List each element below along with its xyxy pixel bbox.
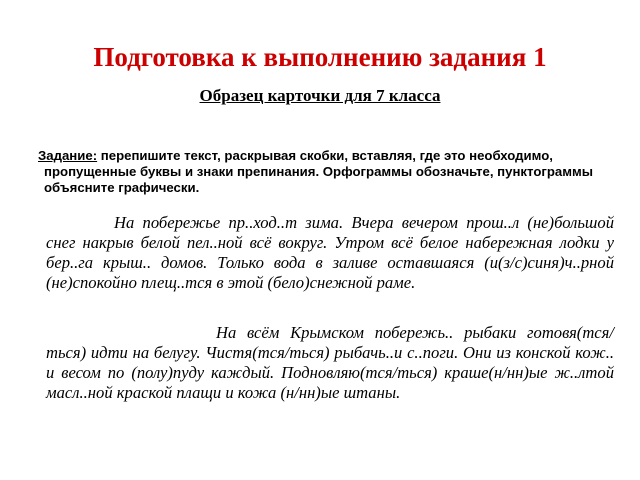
slide-title: Подготовка к выполнению задания 1 <box>93 42 547 72</box>
task-text: перепишите текст, раскрывая скобки, вставляя, где это необходимо, пропущенные буквы и знаки препинания. Орфограммы обозначьте, пунктограммы объясните графически. <box>44 148 594 195</box>
task-label: Задание: <box>38 148 98 163</box>
exercise-paragraph-1: На побережье пр..ход..т зима. Вчера вечером прош..л (не)большой снег накрыв белой пел..ной всё вокруг. Утром всё белое набережная лодки у бер..га крыш.. домов. Только вода в заливе оставшаяся (и(з/с)синя)ч..рной (не)спокойно плещ..тся в этой (бело)снежной раме. <box>46 213 614 292</box>
slide-subtitle: Образец карточки для 7 класса <box>199 86 441 105</box>
exercise-paragraph-2: На всём Крымском побережь.. рыбаки готовя(тся/ться) идти на белугу. Чистя(тся/ться) рыбачь..и с..поги. Они из конской кож.. и весом по (полу)пуду каждый. Подновляю(тся/ться) краше(н/нн)ые ж..лтой масл..ной краской плащи и кожа (н/нн)ые штаны. <box>46 323 614 402</box>
task-instruction <box>38 148 614 196</box>
